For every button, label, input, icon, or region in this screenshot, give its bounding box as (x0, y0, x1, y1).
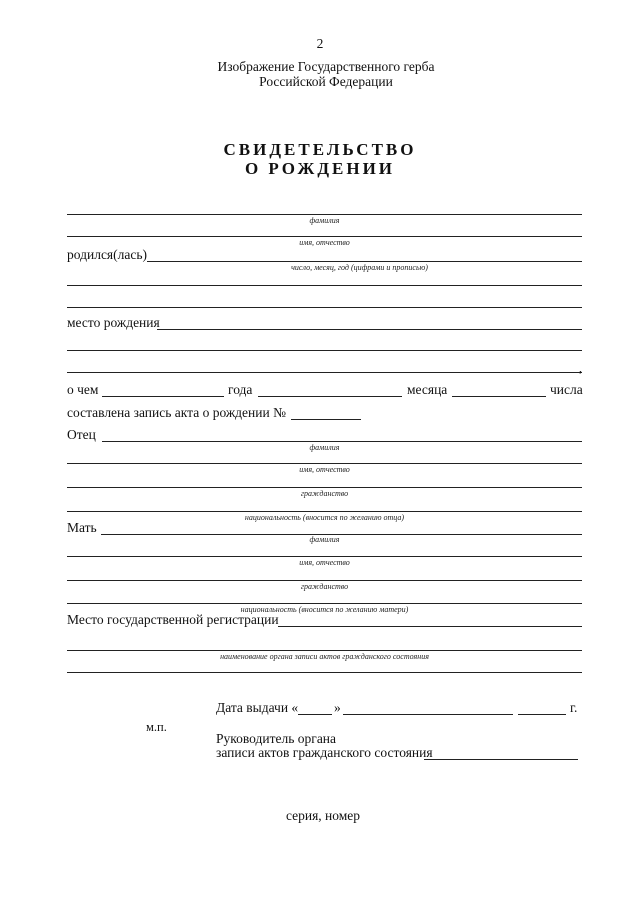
mother-nationality-caption: национальность (вносится по желанию матери) (240, 605, 409, 614)
emblem-caption-line1: Изображение Государственного герба (217, 59, 435, 74)
issue-day-line[interactable] (298, 714, 332, 715)
mother-citizenship-caption: гражданство (300, 582, 349, 591)
stamp-place-label: м.п. (146, 720, 167, 734)
issue-date-label: Дата выдачи « (216, 700, 299, 715)
head-signature-line[interactable] (424, 759, 578, 760)
father-citizenship-caption: гражданство (300, 489, 349, 498)
birthplace-line-2[interactable] (67, 350, 582, 351)
birth-date-line-2[interactable] (67, 285, 582, 286)
about-what-label: о чем (67, 382, 99, 397)
registration-place-label: Место государственной регистрации (67, 612, 279, 627)
day-line[interactable] (452, 396, 546, 397)
mother-citizenship-line[interactable] (67, 580, 582, 581)
birth-date-line-3[interactable] (67, 307, 582, 308)
father-citizenship-line[interactable] (67, 487, 582, 488)
record-number-line[interactable] (291, 419, 361, 420)
mother-surname-caption: фамилия (309, 535, 340, 544)
mother-nationality-line[interactable] (67, 603, 582, 604)
birthplace-line-3[interactable] (67, 372, 582, 373)
document-title-line2: О РОЖДЕНИИ (244, 159, 396, 178)
year-label: года (228, 382, 253, 397)
name-patronymic-caption: имя, отчество (299, 238, 350, 247)
emblem-caption-line2: Российской Федерации (259, 74, 393, 89)
issue-year-line[interactable] (518, 714, 566, 715)
head-label-line1: Руководитель органа (216, 731, 337, 746)
birth-date-caption: число, месяц, год (цифрами и прописью) (291, 263, 428, 272)
issue-quote-close: » (334, 700, 341, 715)
father-surname-caption: фамилия (309, 443, 340, 452)
head-label-line2: записи актов гражданского состояния (216, 745, 433, 760)
mother-label: Мать (67, 520, 97, 535)
issue-month-line[interactable] (343, 714, 513, 715)
comma-mark: , (579, 361, 582, 375)
birth-date-line[interactable] (147, 261, 582, 262)
document-title-line1: СВИДЕТЕЛЬСТВО (223, 140, 417, 159)
name-patronymic-line[interactable] (67, 236, 582, 237)
mother-name-line[interactable] (67, 556, 582, 557)
born-label: родился(лась) (67, 247, 148, 262)
birthplace-line[interactable] (157, 329, 582, 330)
surname-caption: фамилия (309, 216, 340, 225)
month-label: месяца (407, 382, 448, 397)
father-nationality-line[interactable] (67, 511, 582, 512)
father-surname-line[interactable] (102, 441, 582, 442)
month-line[interactable] (258, 396, 402, 397)
father-name-line[interactable] (67, 463, 582, 464)
father-label: Отец (67, 427, 96, 442)
father-nationality-caption: национальность (вносится по желанию отца) (244, 513, 405, 522)
year-abbr-label: г. (570, 700, 578, 715)
day-label: числа (550, 382, 583, 397)
birthplace-label: место рождения (67, 315, 160, 330)
registry-office-line[interactable] (67, 650, 582, 651)
registry-office-line-2[interactable] (67, 672, 582, 673)
year-line[interactable] (102, 396, 224, 397)
page-number: 2 (316, 36, 324, 51)
mother-name-caption: имя, отчество (299, 558, 350, 567)
father-name-caption: имя, отчество (299, 465, 350, 474)
series-number-label: серия, номер (285, 808, 361, 823)
surname-line[interactable] (67, 214, 582, 215)
registration-place-line[interactable] (278, 626, 582, 627)
record-label: составлена запись акта о рождении № (67, 405, 286, 420)
registry-office-caption: наименование органа записи актов гражданского состояния (220, 652, 429, 661)
